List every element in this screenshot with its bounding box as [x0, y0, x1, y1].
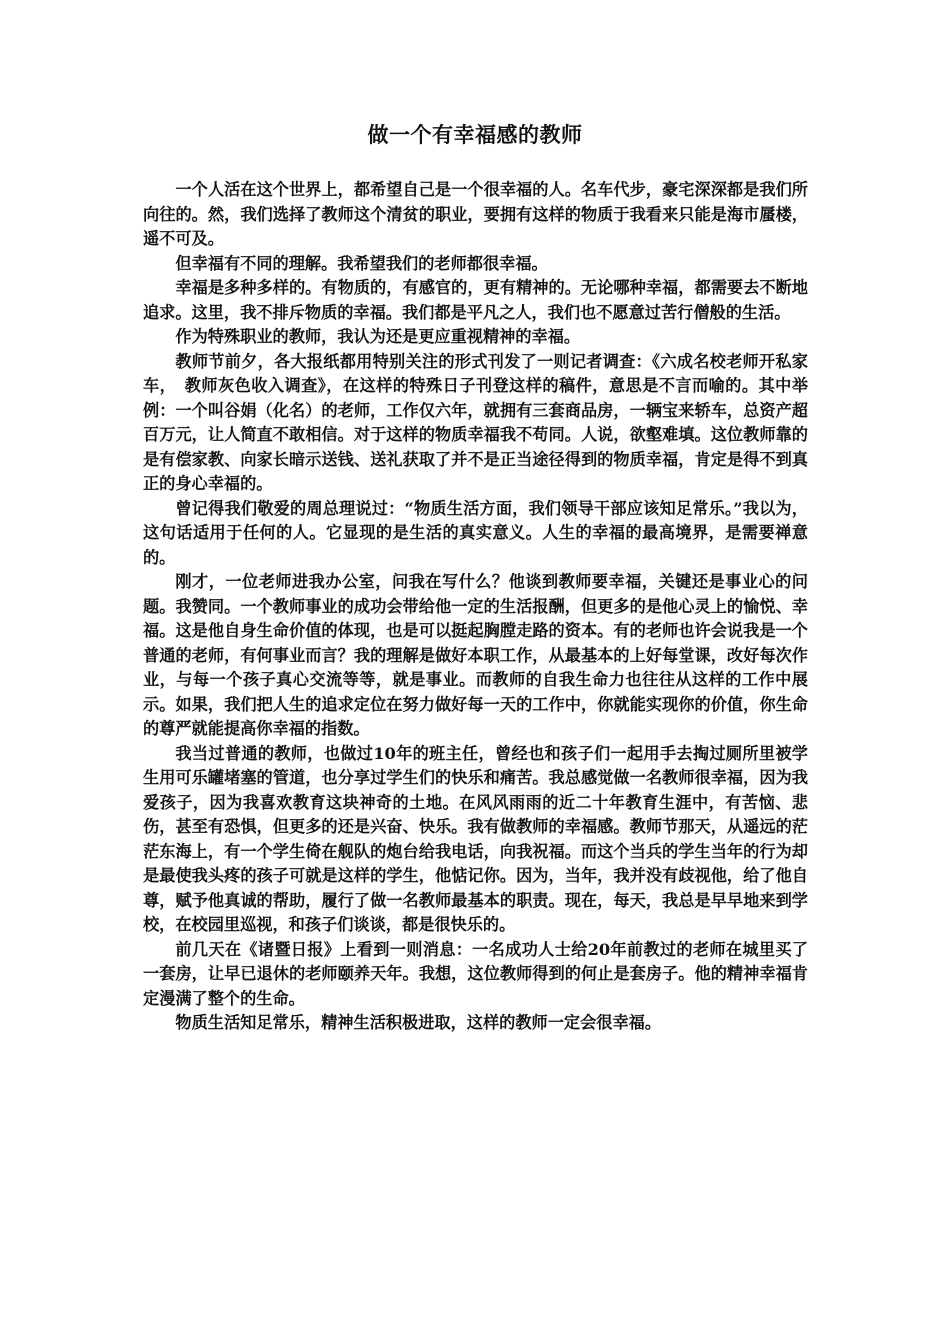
paragraph: 前几天在《诸暨日报》上看到一则消息：一名成功人士给20年前教过的老师在城里买了一套房，让早已退休的老师颐养天年。我想，这位教师得到的何止是套房子。他的精神幸福肯定漫满了整个的生命。 — [143, 939, 808, 1008]
paragraph: 物质生活知足常乐，精神生活积极进取，这样的教师一定会很幸福。 — [175, 1013, 662, 1032]
document-title: 做一个有幸福感的教师 — [367, 122, 583, 147]
paragraph: 教师节前夕，各大报纸都用特别关注的形式刊发了一则记者调查：《六成名校老师开私家车， 教师灰色收入调查》，在这样的特殊日子刊登这样的稿件，意思是不言而喻的。其中举例：一个叫谷娟（化名）的老师，工作仅六年，就拥有三套商品房，一辆宝来轿车，总资产超百万元，让人简直不敢相信。对于这样的物质幸福我不苟同。人说，欲壑难填。这位教师靠的是有偿家教、向家长暗示送钱、送礼获取了并不是正当途径得到的物质幸福，肯定是得不到真正的身心幸福的。 — [143, 351, 808, 493]
paragraph: 幸福是多种多样的。有物质的，有感官的，更有精神的。无论哪种幸福，都需要去不断地追求。这里，我不排斥物质的幸福。我们都是平凡之人，我们也不愿意过苦行僧般的生活。 — [143, 278, 808, 322]
paragraph: 我当过普通的教师，也做过10年的班主任，曾经也和孩子们一起用手去掏过厕所里被学生用可乐罐堵塞的管道，也分享过学生们的快乐和痛苦。我总感觉做一名教师很幸福，因为我爱孩子，因为我喜欢教育这块神奇的土地。在风风雨雨的近二十年教育生涯中，有苦恼、悲伤，甚至有恐惧，但更多的还是兴奋、快乐。我有做教师的幸福感。教师节那天，从遥远的茫茫东海上，有一个学生倚在舰队的炮台给我电话，向我祝福。而这个当兵的学生当年的行为却是最使我头疼的孩子可就是这样的学生，他惦记你。因为，当年，我并没有歧视他，给了他自尊，赋予他真诚的帮助，履行了做一名教师最基本的职责。现在，每天，我总是早早地来到学校，在校园里巡视，和孩子们谈谈，都是很快乐的。 — [143, 743, 808, 934]
paragraph: 曾记得我们敬爱的周总理说过：“物质生活方面，我们领导干部应该知足常乐。”我以为，这句话适用于任何的人。它显现的是生活的真实意义。人生的幸福的最高境界，是需要禅意的。 — [143, 498, 808, 567]
document-body — [143, 178, 808, 1036]
paragraph: 作为特殊职业的教师，我认为还是更应重视精神的幸福。 — [175, 327, 581, 346]
paragraph: 刚才，一位老师进我办公室，问我在写什么？他谈到教师要幸福，关键还是事业心的问题。我赞同。一个教师事业的成功会带给他一定的生活报酬，但更多的是他心灵上的愉悦、幸福。这是他自身生命价值的体现，也是可以挺起胸膛走路的资本。有的老师也许会说我是一个普通的老师，有何事业而言？我的理解是做好本职工作，从最基本的上好每堂课，改好每次作业，与每一个孩子真心交流等等，就是事业。而教师的自我生命力也往往从这样的工作中展示。如果，我们把人生的追求定位在努力做好每一天的工作中，你就能实现你的价值，你生命的尊严就能提高你幸福的指数。 — [143, 572, 808, 738]
paragraph: 一个人活在这个世界上，都希望自己是一个很幸福的人。名车代步，豪宅深深都是我们所向往的。然，我们选择了教师这个清贫的职业，要拥有这样的物质于我看来只能是海市蜃楼，遥不可及。 — [143, 180, 808, 248]
paragraph: 但幸福有不同的理解。我希望我们的老师都很幸福。 — [175, 253, 548, 273]
